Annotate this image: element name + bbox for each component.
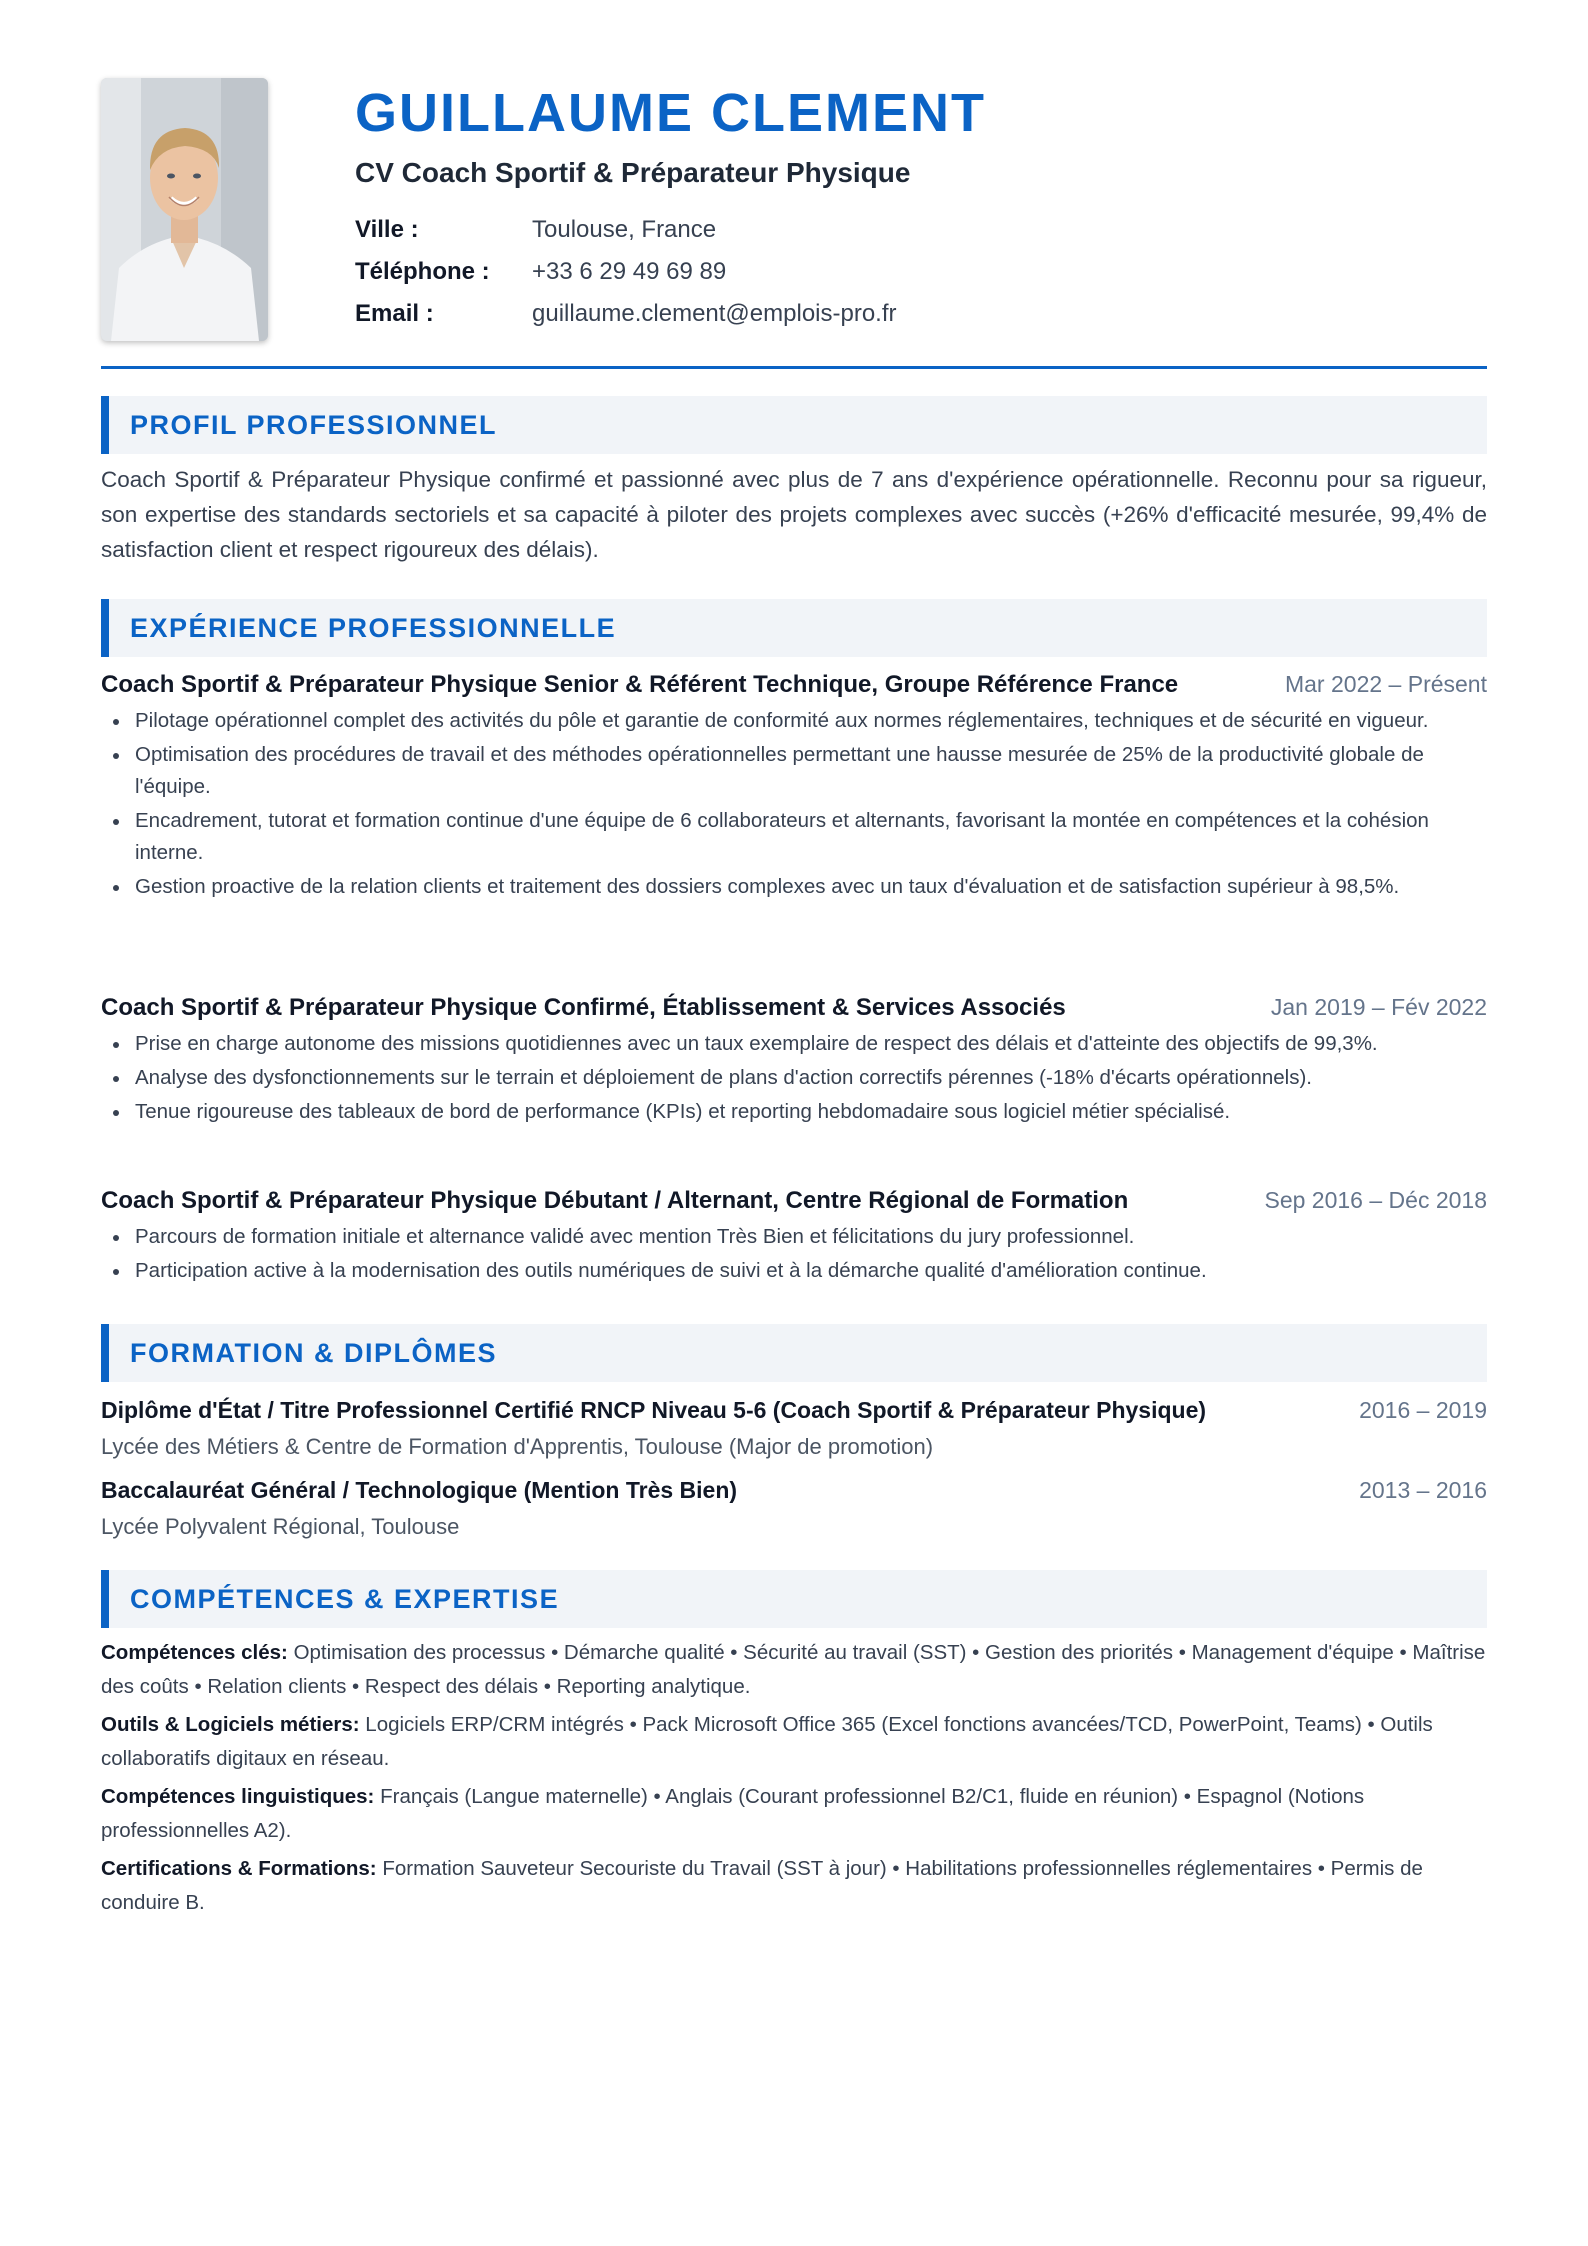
education-school: Lycée des Métiers & Centre de Formation d'Apprentis, Toulouse (Major de promotion) — [101, 1434, 934, 1459]
contact-value: guillaume.clement@emplois-pro.fr — [532, 300, 897, 328]
skill-text: Formation Sauveteur Secouriste du Travail (SST à jour) • Habilitations professionnelles réglementaires • Permis de conduire B. — [101, 1857, 1423, 1914]
job-bullet: Parcours de formation initiale et alternance validé avec mention Très Bien et félicitations du jury professionnel. — [135, 1221, 1487, 1253]
job-bullets — [101, 1221, 1487, 1287]
contact-label: Ville : — [355, 216, 419, 244]
job-bullet: Participation active à la modernisation des outils numériques de suivi et à la démarche qualité d'amélioration continue. — [135, 1255, 1487, 1287]
job-bullet: Prise en charge autonome des missions quotidiennes avec un taux exemplaire de respect des délais et d'atteinte des objectifs de 99,3%. — [135, 1028, 1487, 1060]
profile-text: Coach Sportif & Préparateur Physique confirmé et passionné avec plus de 7 ans d'expérience opérationnelle. Reconnu pour sa rigueur, son expertise des standards sectoriels et sa capacité à piloter des projets complexes avec succès (+26% d'efficacité mesurée, 99,4% de satisfaction client et respect rigoureux des délais). — [101, 467, 1487, 562]
skills-list — [101, 1636, 1487, 1924]
job-bullet: Optimisation des procédures de travail et des méthodes opérationnelles permettant une hausse mesurée de 25% de la productivité globale de l'équipe. — [135, 739, 1487, 803]
cv-subtitle: CV Coach Sportif & Préparateur Physique — [355, 157, 911, 189]
job-header — [101, 994, 1487, 1028]
section-skills-header — [101, 1570, 1487, 1628]
education-date: 2016 – 2019 — [1359, 1397, 1487, 1423]
education-entry — [101, 1477, 1487, 1543]
skill-text: Optimisation des processus • Démarche qualité • Sécurité au travail (SST) • Gestion des priorités • Management d'équipe • Maîtrise des coûts • Relation clients • Respect des délais • Reporting analytique. — [101, 1641, 1486, 1698]
job-title: Coach Sportif & Préparateur Physique Débutant / Alternant, Centre Régional de Formation — [101, 1187, 1129, 1214]
section-title: PROFIL PROFESSIONNEL — [130, 409, 498, 440]
header-info — [355, 78, 986, 335]
skill-item — [101, 1708, 1487, 1776]
job-date: Sep 2016 – Déc 2018 — [1264, 1187, 1487, 1213]
header-divider — [101, 366, 1487, 369]
contact-email — [355, 293, 986, 335]
job-entry — [101, 1187, 1487, 1289]
skill-item — [101, 1780, 1487, 1848]
contact-value: Toulouse, France — [532, 216, 717, 244]
section-education-header — [101, 1324, 1487, 1382]
skill-item — [101, 1636, 1487, 1704]
job-title: Coach Sportif & Préparateur Physique Confirmé, Établissement & Services Associés — [101, 994, 1066, 1021]
education-title: Baccalauréat Général / Technologique (Mention Très Bien) — [101, 1477, 738, 1503]
skill-text: Français (Langue maternelle) • Anglais (Courant professionnel B2/C1, fluide en réunion) • Espagnol (Notions professionnelles A2). — [101, 1785, 1365, 1842]
candidate-name: GUILLAUME CLEMENT — [355, 83, 986, 143]
job-header — [101, 671, 1487, 705]
job-bullet: Encadrement, tutorat et formation continue d'une équipe de 6 collaborateurs et alternants, favorisant la montée en compétences et la cohésion interne. — [135, 805, 1487, 869]
skill-label: Outils & Logiciels métiers: — [101, 1713, 360, 1736]
job-bullet: Tenue rigoureuse des tableaux de bord de performance (KPIs) et reporting hebdomadaire sous logiciel métier spécialisé. — [135, 1096, 1487, 1128]
job-header — [101, 1187, 1487, 1221]
job-bullet: Analyse des dysfonctionnements sur le terrain et déploiement de plans d'action correctifs pérennes (-18% d'écarts opérationnels). — [135, 1062, 1487, 1094]
education-title: Diplôme d'État / Titre Professionnel Certifié RNCP Niveau 5-6 (Coach Sportif & Préparateur Physique) — [101, 1397, 1207, 1423]
job-date: Jan 2019 – Fév 2022 — [1270, 994, 1487, 1020]
profile-photo — [101, 78, 268, 341]
job-date: Mar 2022 – Présent — [1284, 671, 1487, 697]
contact-label: Téléphone : — [355, 258, 490, 286]
skill-label: Compétences clés: — [101, 1641, 288, 1664]
job-entry — [101, 671, 1487, 905]
section-title: FORMATION & DIPLÔMES — [130, 1337, 497, 1368]
education-header — [101, 1397, 1487, 1431]
education-school: Lycée Polyvalent Régional, Toulouse — [101, 1514, 460, 1539]
contact-value: +33 6 29 49 69 89 — [532, 258, 727, 286]
education-date: 2013 – 2016 — [1359, 1477, 1487, 1503]
education-entry — [101, 1397, 1487, 1463]
education-header — [101, 1477, 1487, 1511]
job-bullet: Pilotage opérationnel complet des activités du pôle et garantie de conformité aux normes réglementaires, techniques et de sécurité en vigueur. — [135, 705, 1487, 737]
skill-item — [101, 1852, 1487, 1920]
cv-header — [101, 0, 1487, 328]
section-profile-header — [101, 396, 1487, 454]
contact-phone — [355, 251, 986, 293]
job-entry — [101, 994, 1487, 1130]
job-bullets — [101, 705, 1487, 903]
contact-label: Email : — [355, 300, 434, 328]
contact-block — [355, 209, 986, 335]
skill-text: Logiciels ERP/CRM intégrés • Pack Microsoft Office 365 (Excel fonctions avancées/TCD, PowerPoint, Teams) • Outils collaboratifs digitaux en réseau. — [101, 1713, 1433, 1770]
section-title: COMPÉTENCES & EXPERTISE — [130, 1583, 560, 1614]
skill-label: Compétences linguistiques: — [101, 1785, 375, 1808]
job-title: Coach Sportif & Préparateur Physique Senior & Référent Technique, Groupe Référence France — [101, 671, 1179, 698]
section-experience-header — [101, 599, 1487, 657]
section-title: EXPÉRIENCE PROFESSIONNELLE — [130, 612, 617, 643]
contact-city — [355, 209, 986, 251]
skill-label: Certifications & Formations: — [101, 1857, 377, 1880]
job-bullet: Gestion proactive de la relation clients et traitement des dossiers complexes avec un taux d'évaluation et de satisfaction supérieur à 98,5%. — [135, 871, 1487, 903]
job-bullets — [101, 1028, 1487, 1128]
